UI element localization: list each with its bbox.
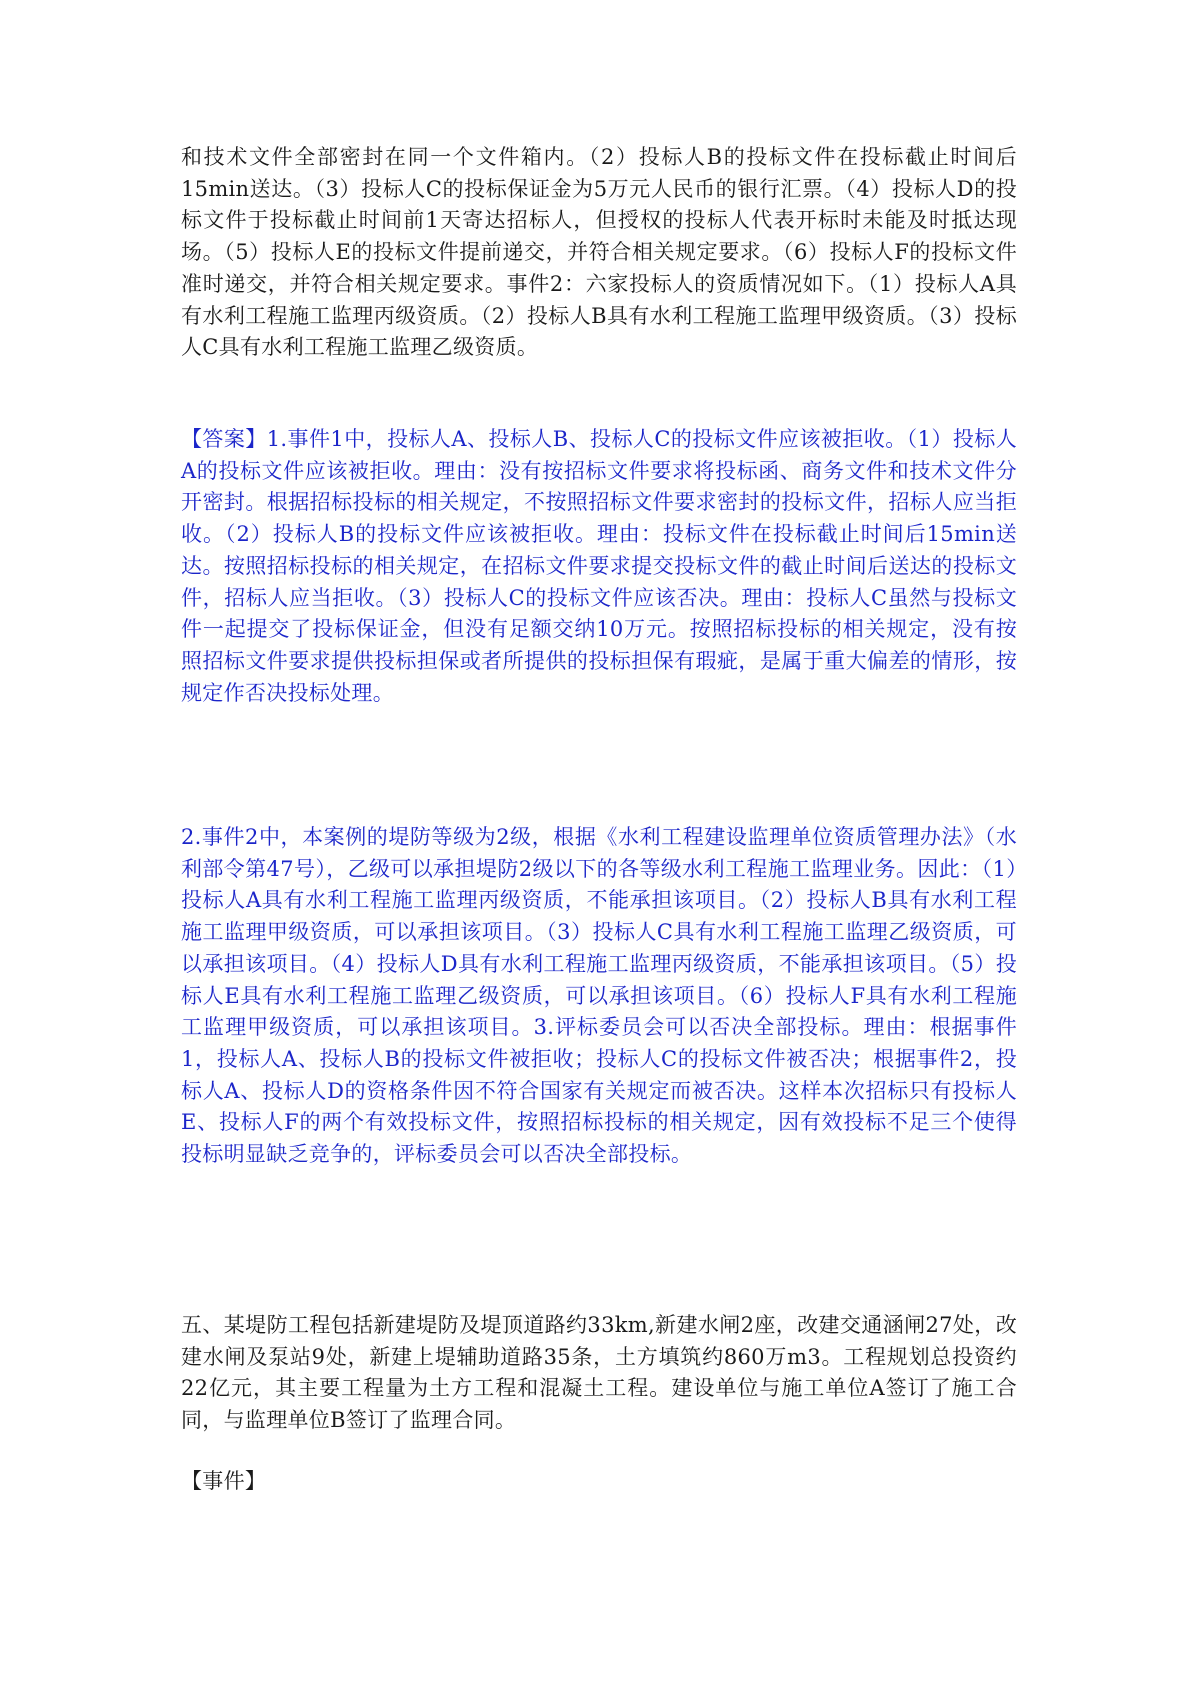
question-continuation-paragraph: 和技术文件全部密封在同一个文件箱内。（2）投标人B的投标文件在投标截止时间后15min送达。（3）投标人C的投标保证金为5万元人民币的银行汇票。（4）投标人D的投标文件于投标截止时间前1天寄达招标人，但授权的投标人代表开标时未能及时抵达现场。（5）投标人E的投标文件提前递交，并符合相关规定要求。（6）投标人F的投标文件准时递交，并符合相关规定要求。事件2：六家投标人的资质情况如下。（1）投标人A具有水利工程施工监理丙级资质。（2）投标人B具有水利工程施工监理甲级资质。（3）投标人C具有水利工程施工监理乙级资质。 bbox=[181, 145, 1017, 360]
answer-paragraph-1: 【答案】1.事件1中，投标人A、投标人B、投标人C的投标文件应该被拒收。（1）投标人A的投标文件应该被拒收。理由：没有按招标文件要求将投标函、商务文件和技术文件分开密封。根据招标投标的相关规定，不按照招标文件要求密封的投标文件，招标人应当拒收。（2）投标人B的投标文件应该被拒收。理由：投标文件在投标截止时间后15min送达。按照招标投标的相关规定，在招标文件要求提交投标文件的截止时间后送达的投标文件，招标人应当拒收。（3）投标人C的投标文件应该否决。理由：投标人C虽然与投标文件一起提交了投标保证金，但没有足额交纳10万元。按照招标投标的相关规定，没有按照招标文件要求提供投标担保或者所提供的投标担保有瑕疵，是属于重大偏差的情形，按规定作否决投标处理。 bbox=[181, 427, 1017, 705]
answer-paragraph-2: 2.事件2中，本案例的堤防等级为2级，根据《水利工程建设监理单位资质管理办法》（水利部令第47号），乙级可以承担堤防2级以下的各等级水利工程施工监理业务。因此：（1）投标人A具有水利工程施工监理丙级资质，不能承担该项目。（2）投标人B具有水利工程施工监理甲级资质，可以承担该项目。（3）投标人C具有水利工程施工监理乙级资质，可以承担该项目。（4）投标人D具有水利工程施工监理丙级资质，不能承担该项目。（5）投标人E具有水利工程施工监理乙级资质，可以承担该项目。（6）投标人F具有水利工程施工监理甲级资质，可以承担该项目。3.评标委员会可以否决全部投标。理由：根据事件1，投标人A、投标人B的投标文件被拒收；投标人C的投标文件被否决；根据事件2，投标人A、投标人D的资格条件因不符合国家有关规定而被否决。这样本次招标只有投标人E、投标人F的两个有效投标文件，按照招标投标的相关规定，因有效投标不足三个使得投标明显缺乏竞争的，评标委员会可以否决全部投标。 bbox=[181, 825, 1017, 1167]
question-5-paragraph: 五、某堤防工程包括新建堤防及堤顶道路约33km,新建水闸2座，改建交通涵闸27处，改建水闸及泵站9处，新建上堤辅助道路35条，土方填筑约860万m3。工程规划总投资约22亿元，其主要工程量为土方工程和混凝土工程。建设单位与施工单位A签订了施工合同，与监理单位B签订了监理合同。 bbox=[181, 1313, 1017, 1433]
event-heading: 【事件】 bbox=[181, 1469, 267, 1493]
